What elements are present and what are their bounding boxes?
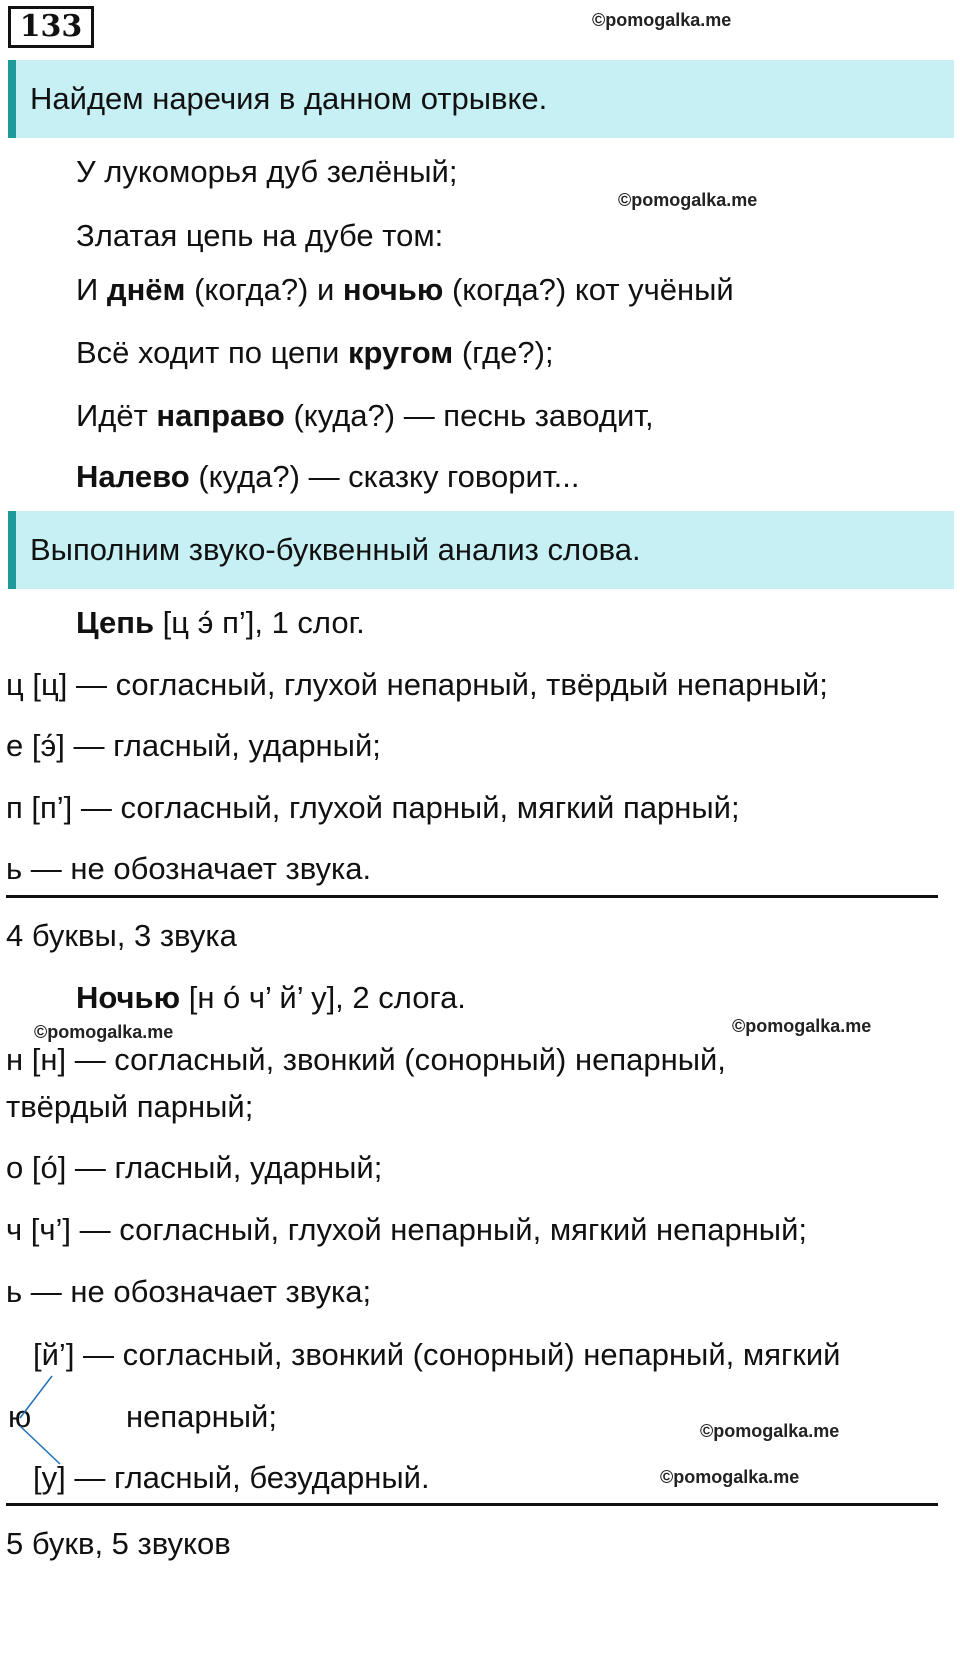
yu-line-3: [у] — гласный, безударный. <box>33 1460 430 1495</box>
watermark: ©pomogalka.me <box>660 1467 800 1487</box>
word1-line-4: ь — не обозначает звука. <box>6 851 372 886</box>
word2-summary: 5 букв, 5 звуков <box>6 1526 231 1561</box>
word2-line-2: твёрдый парный; <box>6 1089 254 1124</box>
yu-line-1: [й’] — согласный, звонкий (сонорный) непарный, мягкий <box>33 1337 841 1372</box>
yu-letter: ю <box>8 1399 32 1434</box>
watermark: ©pomogalka.me <box>34 1022 174 1042</box>
watermark: ©pomogalka.me <box>592 10 732 30</box>
word2-line-4: ч [ч’] — согласный, глухой непарный, мягкий непарный; <box>6 1212 808 1247</box>
word2-line-5: ь — не обозначает звука; <box>6 1274 372 1309</box>
word2-line-3: о [о́] — гласный, ударный; <box>6 1150 383 1185</box>
watermark: ©pomogalka.me <box>732 1016 872 1036</box>
word1-summary: 4 буквы, 3 звука <box>6 918 237 953</box>
yu-line-2: непарный; <box>126 1399 277 1434</box>
watermark: ©pomogalka.me <box>618 190 758 210</box>
section-heading-adverbs <box>8 60 954 138</box>
poem-line-4: Всё ходит по цепи кругом (где?); <box>76 335 554 370</box>
poem-line-1: У лукоморья дуб зелёный; <box>76 154 458 189</box>
watermark: ©pomogalka.me <box>700 1421 840 1441</box>
section-heading-text: Найдем наречия в данном отрывке. <box>30 81 548 116</box>
word1-title: Цепь [ц э́ п’], 1 слог. <box>76 605 365 640</box>
divider <box>6 895 938 898</box>
section-heading-analysis <box>8 511 954 589</box>
poem-line-3: И днём (когда?) и ночью (когда?) кот учёный <box>76 272 734 307</box>
word2-line-1: н [н] — согласный, звонкий (сонорный) непарный, <box>6 1042 726 1077</box>
poem-line-5: Идёт направо (куда?) — песнь заводит, <box>76 398 654 433</box>
poem-line-6: Налево (куда?) — сказку говорит... <box>76 459 580 494</box>
word1-line-2: е [э́] — гласный, ударный; <box>6 728 381 763</box>
divider <box>6 1503 938 1506</box>
word1-line-1: ц [ц] — согласный, глухой непарный, твёрдый непарный; <box>6 667 828 702</box>
yu-bracket-lines <box>0 1360 80 1480</box>
task-number: 133 <box>8 6 94 48</box>
word1-line-3: п [п’] — согласный, глухой парный, мягкий парный; <box>6 790 740 825</box>
section-heading-text: Выполним звуко-буквенный анализ слова. <box>30 532 641 567</box>
poem-line-2: Златая цепь на дубе том: <box>76 218 444 253</box>
word2-title: Ночью [н о́ ч’ й’ у], 2 слога. <box>76 980 466 1015</box>
